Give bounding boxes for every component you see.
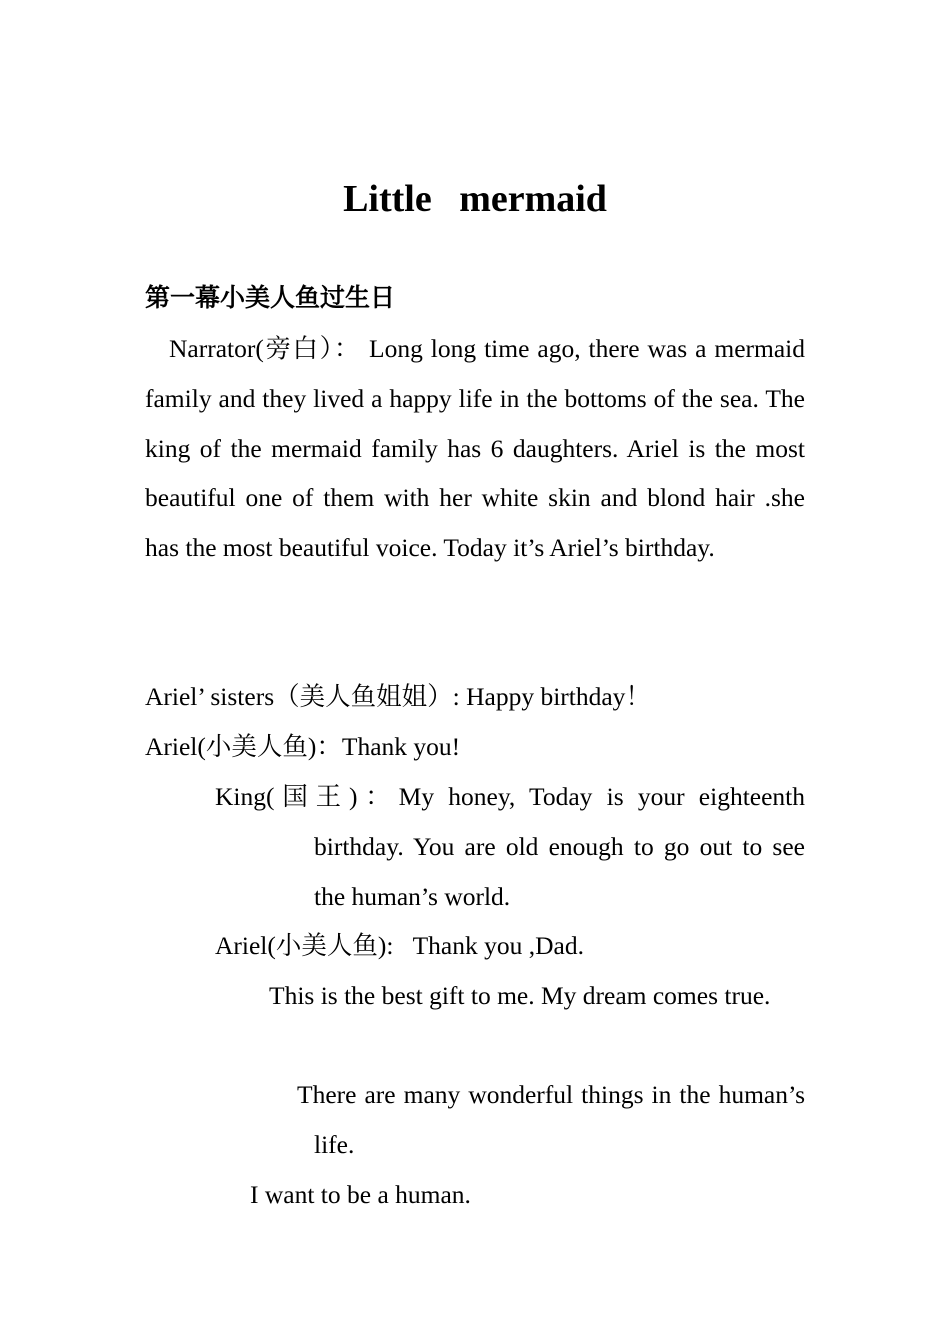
narrator-text: Long long time ago, there was a mermaid family and they lived a happy life in the bottoms of the sea. The king of the mermaid family has 6 daughters. Ariel is the most beautiful one of them with her white skin and blond hair .she has the most beautiful voice. Today it’s Ariel’s birthday. (145, 334, 806, 563)
gift-line: This is the best gift to me. My dream comes true. (269, 981, 771, 1010)
human-line: I want to be a human. (250, 1180, 471, 1209)
sisters-text: Happy birthday！ (466, 682, 651, 711)
sisters-line (145, 672, 651, 722)
ariel-text-1: Thank you! (341, 732, 461, 761)
ariel-speaker-2: Ariel(小美人鱼): (215, 931, 394, 960)
narrator-speaker: Narrator(旁白）： (169, 334, 362, 363)
ariel-text-2: Thank you ,Dad. (412, 931, 584, 960)
king-speaker: King(国王)： (215, 782, 399, 811)
sisters-speaker: Ariel’ sisters（美人鱼姐姐）: (145, 682, 467, 711)
king-line (215, 772, 805, 921)
wonder-line: There are many wonderful things in the human’s life. (297, 1080, 805, 1159)
ariel-speaker-1: Ariel(小美人鱼)： (145, 732, 342, 761)
document-title: Little mermaid (343, 178, 607, 220)
ariel-line-2 (215, 921, 584, 971)
ariel-line-1 (145, 722, 460, 772)
narrator-paragraph (145, 324, 805, 573)
king-text: My honey, Today is your eighteenth birthday. You are old enough to go out to see the human’s world. (314, 782, 805, 911)
scene-heading: 第一幕小美人鱼过生日 (145, 283, 396, 312)
